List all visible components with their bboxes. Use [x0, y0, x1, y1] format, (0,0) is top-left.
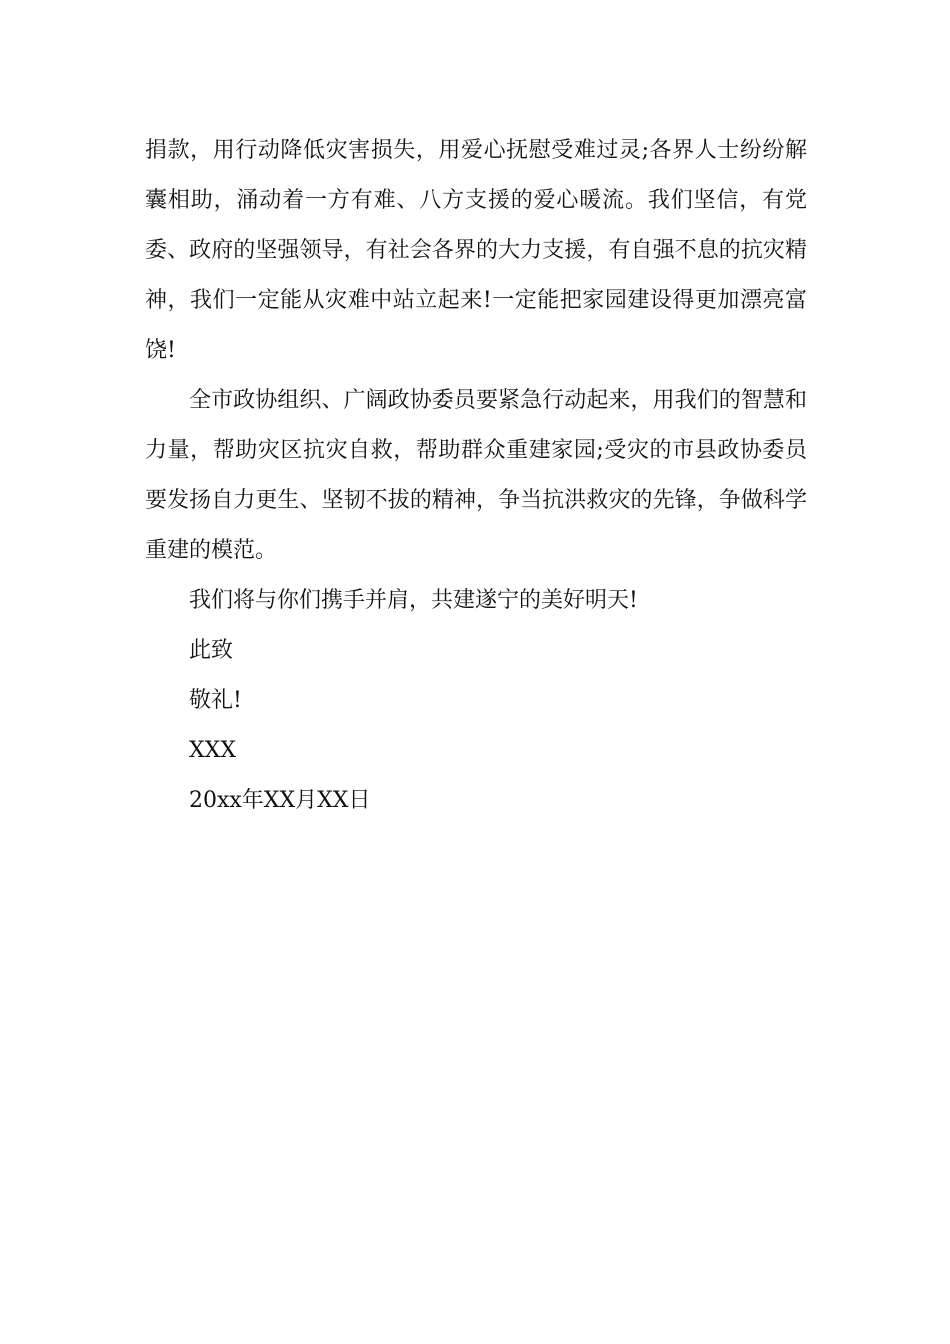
letter-date: 20xx年XX月XX日 — [189, 788, 371, 813]
paragraph-closing-wish: 我们将与你们携手并肩，共建遂宁的美好明天! — [189, 588, 638, 613]
salutation: 敬礼! — [189, 688, 242, 713]
signature: XXX — [189, 738, 236, 763]
paragraph-call-to-action: 全市政协组织、广阔政协委员要紧急行动起来，用我们的智慧和力量，帮助灾区抗灾自救，帮助群众重建家园;受灾的市县政协委员要发扬自力更生、坚韧不拔的精神，争当抗洪救灾的先锋，争做科学重建的模范。 — [145, 388, 807, 563]
paragraph-continued: 捐款，用行动降低灾害损失，用爱心抚慰受难过灵;各界人士纷纷解囊相助，涌动着一方有难、八方支援的爱心暖流。我们坚信，有党委、政府的坚强领导，有社会各界的大力支援，有自强不息的抗灾精神，我们一定能从灾难中站立起来!一定能把家园建设得更加漂亮富饶! — [145, 138, 807, 363]
letter-body — [145, 126, 807, 826]
closing-phrase: 此致 — [189, 638, 234, 663]
